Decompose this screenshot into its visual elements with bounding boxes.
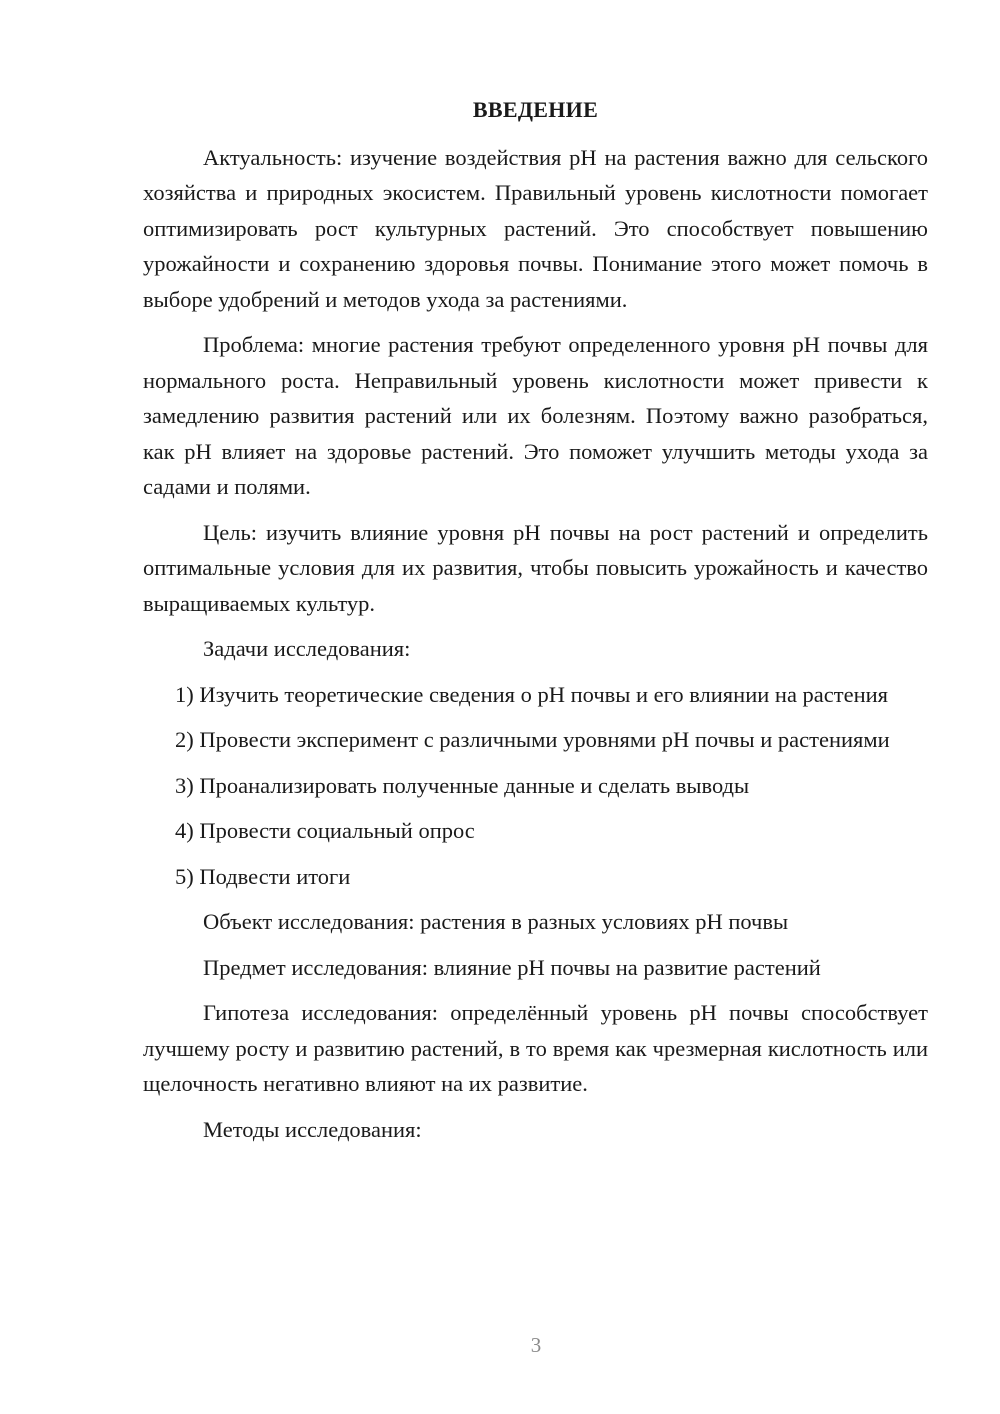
section-title: ВВЕДЕНИЕ	[472, 97, 599, 122]
goal-paragraph: Цель: изучить влияние уровня pH почвы на рост растений и определить оптимальные условия для их развития, чтобы повысить урожайность и качество выращиваемых культур.	[143, 519, 928, 616]
page-number: 3	[530, 1333, 542, 1357]
task-item-5: 5) Подвести итоги	[175, 863, 351, 889]
task-item-1: 1) Изучить теоретические сведения о pH почвы и его влиянии на растения	[175, 681, 889, 707]
subject-paragraph: Предмет исследования: влияние pH почвы на развитие растений	[203, 954, 821, 980]
tasks-heading: Задачи исследования:	[203, 636, 411, 661]
methods-heading: Методы исследования:	[203, 1116, 422, 1142]
relevance-paragraph: Актуальность: изучение воздействия pH на растения важно для сельского хозяйства и природных экосистем. Правильный уровень кислотности помогает оптимизировать рост культурных растений. Это способствует повышению урожайности и сохранению здоровья почвы. Понимание этого может помочь в выборе удобрений и методов ухода за растениями.	[143, 144, 928, 312]
task-item-4: 4) Провести социальный опрос	[175, 818, 475, 843]
hypothesis-paragraph: Гипотеза исследования: определённый уровень pH почвы способствует лучшему росту и развитию растений, в то время как чрезмерная кислотность или щелочность негативно влияют на их развитие.	[143, 1000, 928, 1096]
task-item-2: 2) Провести эксперимент с различными уровнями pH почвы и растениями	[175, 727, 890, 752]
task-item-3: 3) Проанализировать полученные данные и сделать выводы	[175, 772, 750, 798]
page-content	[143, 92, 928, 1157]
object-paragraph: Объект исследования: растения в разных условиях pH почвы	[203, 909, 789, 934]
problem-paragraph: Проблема: многие растения требуют определенного уровня pH почвы для нормального роста. Неправильный уровень кислотности может привести к замедлению развития растений или их болезням. Поэтому важно разобраться, как pH влияет на здоровье растений. Это поможет улучшить методы ухода за садами и полями.	[143, 332, 928, 499]
